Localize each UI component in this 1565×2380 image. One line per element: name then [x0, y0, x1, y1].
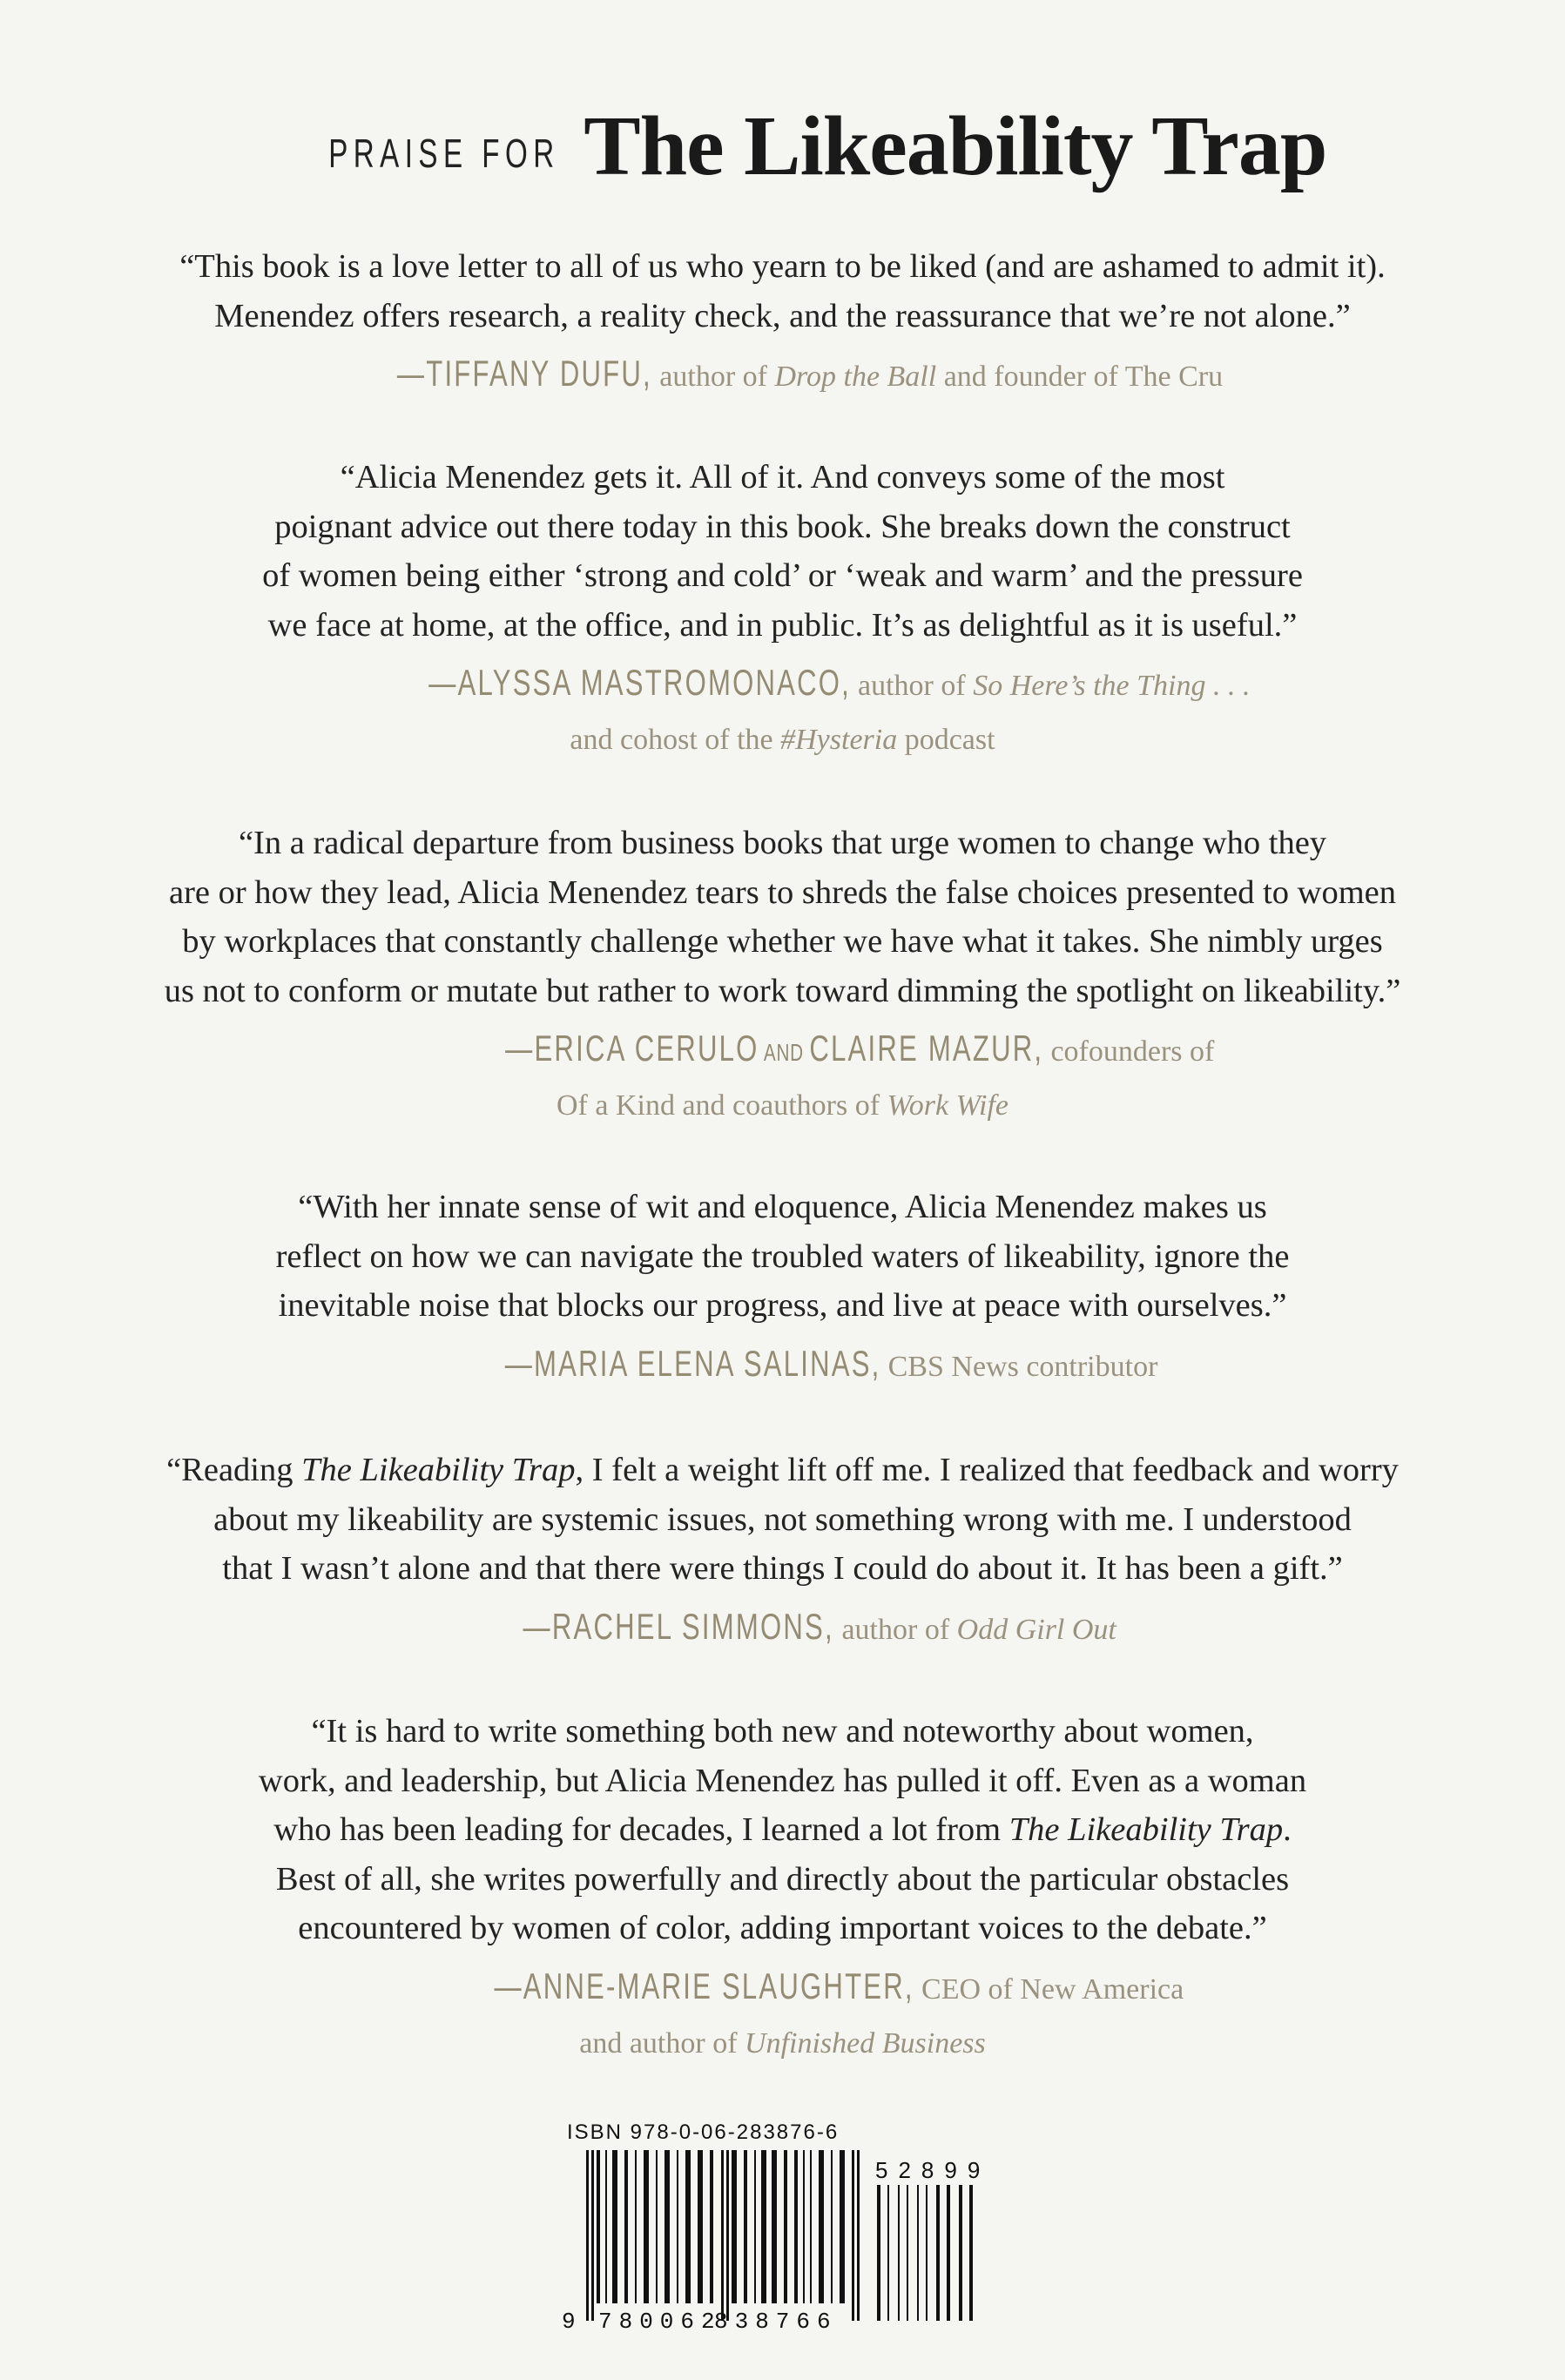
barcode-bar	[947, 2185, 950, 2321]
quote-line: reflect on how we can navigate the troubled waters of likeability, ignore the	[275, 1237, 1290, 1275]
barcode-bar	[635, 2150, 637, 2303]
quote-line: Best of all, she writes powerfully and directly about the particular obstacles	[275, 1860, 1290, 1898]
ean-right-group: 838766	[714, 2309, 838, 2335]
attribution-name: —RACHEL SIMMONS,	[523, 1605, 834, 1647]
quote-line: “With her innate sense of wit and eloquence, Alicia Menendez makes us	[298, 1189, 1267, 1225]
book-title: The Likeability Trap	[584, 99, 1327, 193]
barcode-bar	[819, 2150, 824, 2303]
quote-text	[78, 1446, 1487, 1594]
attribution	[78, 1962, 1487, 2073]
barcode-bar	[644, 2150, 649, 2303]
blurb-simmons	[78, 1446, 1487, 1660]
attribution-description: author of Odd Girl Out	[833, 1613, 1116, 1646]
barcode-bar	[612, 2150, 617, 2303]
praise-heading	[0, 98, 1565, 195]
barcode-bar	[605, 2150, 607, 2303]
barcode-bar	[624, 2150, 628, 2303]
attribution-name: —ERICA CERULO AND CLAIRE MAZUR,	[504, 1028, 1043, 1069]
barcode-bar	[898, 2185, 900, 2321]
quote-text	[78, 242, 1487, 340]
barcode-bars	[562, 2120, 1015, 2338]
quote-text	[78, 453, 1487, 650]
isbn-barcode	[562, 2120, 1015, 2347]
barcode-bar	[784, 2150, 787, 2303]
quote-line: “It is hard to write something both new and noteworthy about women,	[311, 1713, 1254, 1750]
quote-line: “Alicia Menendez gets it. All of it. And conveys some of the most	[340, 459, 1225, 496]
barcode-bar	[907, 2185, 908, 2321]
blurb-salinas	[78, 1183, 1487, 1397]
barcode-bar	[721, 2150, 724, 2321]
barcode-bar	[710, 2150, 713, 2303]
barcode-bar	[831, 2150, 833, 2303]
barcode-bar	[586, 2150, 589, 2321]
isbn-number: ISBN 978-0-06-283876-6	[567, 2120, 840, 2144]
barcode-bar	[794, 2150, 798, 2303]
quote-line: by workplaces that constantly challenge whether we have what it takes. She nimbly urges	[182, 923, 1383, 960]
attribution-description: CBS News contributor	[880, 1350, 1158, 1383]
barcode-bar	[926, 2185, 928, 2321]
barcode-bar	[664, 2150, 670, 2303]
ean-left-group: 780062	[598, 2309, 722, 2335]
attribution	[78, 1602, 1487, 1660]
barcode-bar	[772, 2150, 777, 2303]
barcode-bar	[959, 2185, 962, 2321]
attribution-name: —MARIA ELENA SALINAS,	[504, 1342, 881, 1384]
quote-text	[78, 1707, 1487, 1953]
attribution-name: —ALYSSA MASTROMONACO,	[428, 662, 851, 703]
quote-text	[78, 1183, 1487, 1331]
barcode-bar	[732, 2150, 737, 2303]
attribution-name: —ANNE-MARIE SLAUGHTER,	[494, 1965, 914, 2006]
attribution	[78, 1339, 1487, 1397]
barcode-bar	[877, 2185, 880, 2321]
quote-line: poignant advice out there today in this book. She breaks down the construct	[274, 508, 1291, 545]
quote-line: encountered by women of color, adding important voices to the debate.”	[298, 1910, 1267, 1946]
attribution-name: —TIFFANY DUFU,	[396, 353, 652, 394]
attribution-description-line2: Of a Kind and coauthors of Work Wife	[556, 1089, 1008, 1122]
barcode-bar	[754, 2150, 756, 2303]
quote-line: inevitable noise that blocks our progress, and live at peace with ourselves.”	[278, 1287, 1287, 1324]
quote-line: “This book is a love letter to all of us who yearn to be liked (and are ashamed to admit it).	[179, 248, 1386, 285]
praise-kicker: PRAISE FOR	[327, 131, 560, 176]
ean-first-digit: 9	[562, 2309, 576, 2335]
attribution-description: CEO of New America	[914, 1972, 1184, 2006]
blurb-slaughter	[78, 1707, 1487, 2073]
barcode-bar	[969, 2185, 973, 2321]
barcode-bar	[685, 2150, 691, 2303]
barcode-bar	[677, 2150, 678, 2303]
attribution-description-line2: and cohost of the #Hysteria podcast	[570, 724, 995, 756]
attribution	[78, 1024, 1487, 1136]
blurb-dufu	[78, 242, 1487, 407]
barcode-bar	[840, 2150, 845, 2303]
attribution-description: cofounders of	[1042, 1035, 1215, 1068]
quote-text	[78, 819, 1487, 1015]
barcode-bar	[597, 2150, 600, 2303]
barcode-bar	[744, 2150, 747, 2303]
barcode-bar	[917, 2185, 919, 2321]
quote-line: work, and leadership, but Alicia Menendez has pulled it off. Even as a woman	[258, 1762, 1307, 1799]
blurb-cerulo-mazur	[78, 819, 1487, 1136]
quote-line: are or how they lead, Alicia Menendez tears to shreds the false choices presented to women	[168, 873, 1396, 911]
blurb-mastromonaco	[78, 453, 1487, 770]
attribution-description: author of So Here’s the Thing . . .	[850, 670, 1251, 702]
barcode-bar	[591, 2150, 594, 2321]
barcode-bar	[698, 2150, 703, 2303]
attribution	[78, 658, 1487, 770]
attribution-description-line2: and author of Unfinished Business	[579, 2026, 986, 2060]
barcode-bar	[803, 2150, 805, 2303]
barcode-bar	[761, 2150, 766, 2303]
barcode-bar	[936, 2185, 940, 2321]
barcode-bar	[887, 2185, 889, 2321]
quote-line: “In a radical departure from business books that urge women to change who they	[238, 825, 1327, 861]
quote-line: about my likeability are systemic issues, not something wrong with me. I understood	[213, 1500, 1352, 1538]
price-code: 52899	[875, 2157, 991, 2183]
attribution-description: author of Drop the Ball and founder of The Cru	[651, 361, 1224, 393]
barcode-bar	[852, 2150, 854, 2321]
quote-line: of women being either ‘strong and cold’ or ‘weak and warm’ and the pressure	[262, 557, 1303, 594]
barcode-bar	[857, 2150, 860, 2321]
quote-line: we face at home, at the office, and in public. It’s as delightful as it is useful.”	[267, 606, 1298, 644]
quote-line: us not to conform or mutate but rather to work toward dimming the spotlight on likeability.”	[164, 972, 1401, 1009]
barcode-bar	[810, 2150, 812, 2303]
quote-line: who has been leading for decades, I learned a lot from The Likeability Trap.	[273, 1811, 1292, 1848]
quote-line: Menendez offers research, a reality check, and the reassurance that we’re not alone.”	[214, 297, 1351, 334]
quote-line: “Reading The Likeability Trap, I felt a weight lift off me. I realized that feedback and worry	[166, 1452, 1399, 1488]
attribution	[78, 349, 1487, 407]
barcode-bar	[726, 2150, 729, 2321]
barcode-bar	[656, 2150, 658, 2303]
quote-line: that I wasn’t alone and that there were things I could do about it. It has been a gift.”	[222, 1550, 1343, 1587]
